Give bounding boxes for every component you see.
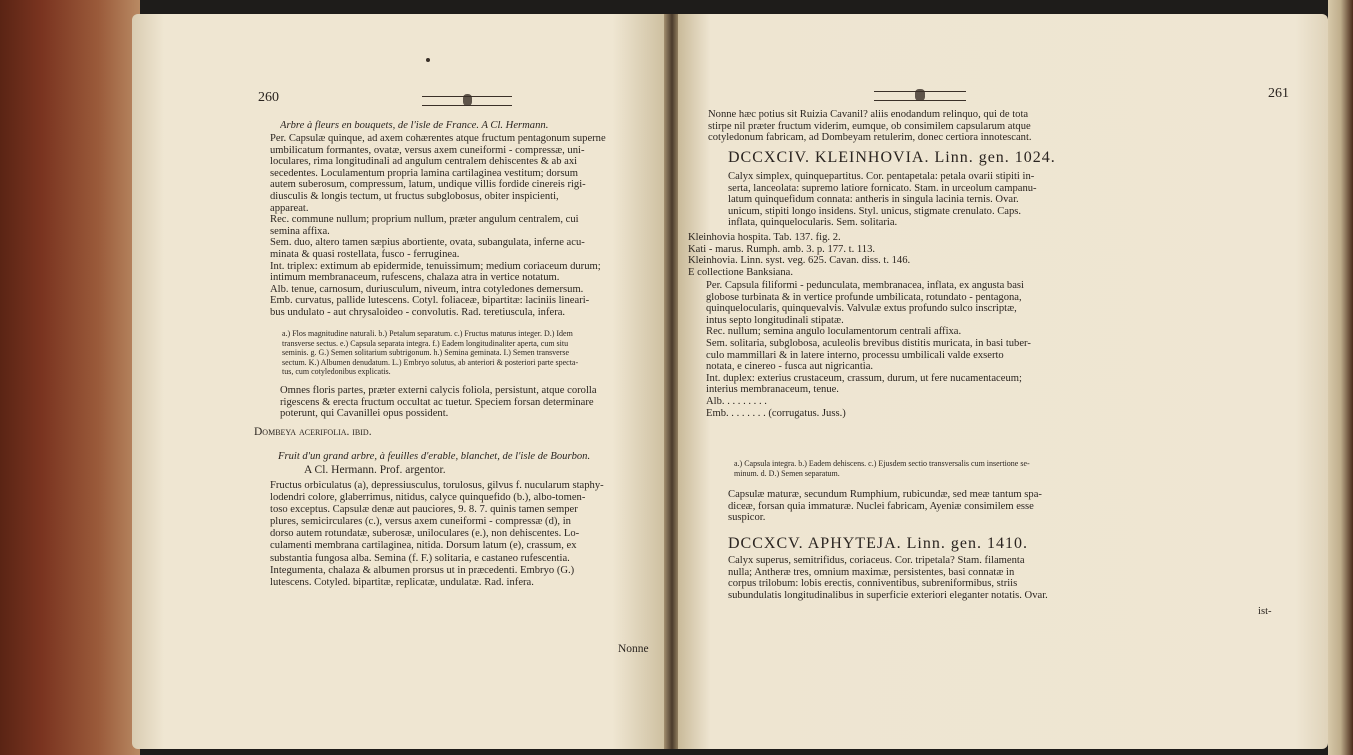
text-line: suspicor.: [728, 512, 766, 524]
text-line: Per. Capsulæ quinque, ad axem cohærentes atque fructum pentagonum superne: [270, 133, 606, 144]
text-line: rigescens & erecta fructum occultat ac tuetur. Speciem forsan determinare: [280, 396, 594, 408]
text-line: toso exceptus. Capsulæ denæ aut pauciores, 9. 8. 7. quinis tamen semper: [270, 504, 578, 516]
text-line: globose turbinata & in vertice profunde umbilicata, rotundato - pentagona,: [706, 291, 1022, 303]
text-line: notata, e cinereo - fusca aut nigricantia.: [706, 361, 874, 373]
left-page: [132, 14, 666, 749]
page-edges-left: [0, 0, 140, 755]
text-line: lodendri colore, glaberrimus, nitidus, calyce quinquefido (b.), albo-tomen-: [270, 492, 586, 504]
text-line: diceæ, forsan quia immaturæ. Nuclei fabricam, Ayeniæ consimilem esse: [728, 500, 1034, 512]
text-line: semina affixa.: [270, 225, 330, 237]
text-line: Fructus orbiculatus (a), depressiusculus, torulosus, gilvus f. nucularum staphy-: [270, 480, 604, 491]
text-line: corpus trilobum: lobis erectis, conniventibus, subreniformibus, striis: [728, 578, 1018, 590]
text-line: umbilicatum formantes, ovatæ, versus axem cuneiformi - compressæ, uni-: [270, 144, 585, 156]
text-line: quinquelocularis, quinquevalvis. Valvulæ extus profundo sulco inscriptæ,: [706, 303, 1017, 315]
text-line: culamenti membrana cartilaginea, nitida. Dorsum latum (e), crassum, ex: [270, 540, 577, 552]
text-line: minata & quasi rostellata, fusco - ferruginea.: [270, 248, 460, 260]
paragraph-b: [280, 385, 662, 420]
text-line: Rec. commune nullum; proprium nullum, præter angulum centralem, cui: [270, 214, 579, 226]
text-line: serta, lanceolata: supremo latiore fornicato. Stam. in urceolum campanu-: [728, 182, 1037, 194]
text-line: Sem. duo, altero tamen sæpius abortiente, ovata, subangulata, inferne acu-: [270, 237, 585, 249]
text-line: Sem. solitaria, subglobosa, aculeolis brevibus distitis muricata, in basi tuber-: [706, 337, 1031, 349]
text-line: poterunt, qui Cavanillei opus possident.: [280, 408, 449, 420]
text-line: Emb. curvatus, pallide lutescens. Cotyl. foliaceæ, bipartitæ: laciniis lineari-: [270, 295, 590, 307]
species-kleinhovia: [688, 232, 1248, 278]
text-line: Kleinhovia hospita. Tab. 137. fig. 2.: [688, 232, 841, 243]
text-line: Kleinhovia. Linn. syst. veg. 625. Cavan. diss. t. 146.: [688, 255, 911, 267]
footnotes-right: [734, 459, 1254, 478]
footnote-line: minum. d. D.) Semen separatum.: [734, 468, 840, 478]
text-line: loculares, rima longitudinali ad angulum centralem dehiscentes & ab axi: [270, 156, 578, 168]
text-line: Omnes floris partes, præter externi calycis foliola, persistunt, atque corolla: [280, 385, 597, 396]
genus-aphyteja-description: [728, 555, 1273, 601]
footnote-line: a.) Capsula integra. b.) Eadem dehiscens. c.) Ejusdem sectio transversalis cum insertione se-: [734, 459, 1030, 468]
paragraph-right-b: [706, 280, 1276, 419]
page-edges-right: [1328, 0, 1353, 755]
catchword-left: Nonne: [618, 644, 649, 655]
page-number-right: 261: [1268, 86, 1289, 101]
text-line: cotyledonum fabricam, ad Dombeyam retulerim, donec certiora innotescant.: [708, 132, 1032, 144]
text-line: nulla; Antheræ tres, omnium maximæ, persistentes, basi connatæ in: [728, 566, 1015, 578]
header-line: Arbre à fleurs en bouquets, de l'isle de France. A Cl. Hermann.: [280, 120, 549, 131]
ornament-left: [422, 96, 512, 106]
text-line: culo mammillari & in latere interno, processu umbilicali valde exserto: [706, 349, 1004, 361]
text-line: Kati - marus. Rumph. amb. 3. p. 177. t. 113.: [688, 243, 876, 255]
text-line: Calyx simplex, quinquepartitus. Cor. pentapetala: petala ovarii stipiti in-: [728, 171, 1035, 182]
paragraph-c: [270, 480, 664, 589]
footnote-line: a.) Flos magnitudine naturali. b.) Petalum separatum. c.) Fructus maturus integer. D.) Idem: [282, 329, 573, 338]
text-line: latum quinquefidum connata: antheris in singula lacinia ternis. Ovar.: [728, 194, 1019, 206]
text-line: appareat.: [270, 202, 309, 214]
text-line: diusculis & longis tectum, ut fructus subglobosus, obiter inspicienti,: [270, 190, 559, 202]
text-line: lutescens. Cotyled. bipartitæ, replicatæ, undulatæ. Rad. infera.: [270, 576, 534, 588]
footnote-line: seminis. g. G.) Semen solitarium subtrigonum. h.) Semina geminata. I.) Semen transverse: [282, 348, 570, 357]
genus-kleinhovia-description: [728, 171, 1273, 229]
text-line: Int. triplex: extimum ab epidermide, tenuissimum; medium coriaceum durum;: [270, 260, 601, 272]
printer-mark: [426, 58, 430, 62]
text-line: intimum membranaceum, rufescens, chalaza atra in vertice notatum.: [270, 272, 560, 284]
footnotes-left: [282, 329, 662, 377]
text-line: stirpe nil præter fructum viderim, eumque, ob consimilem capsularum atque: [708, 120, 1031, 132]
text-line: Calyx superus, semitrifidus, coriaceus. Cor. tripetala? Stam. filamenta: [728, 555, 1025, 566]
footnote-line: tus, cum cotyledonibus explicatis.: [282, 367, 391, 376]
dombeya-authority: A Cl. Hermann. Prof. argentor.: [304, 465, 446, 476]
text-line: Rec. nullum; semina angulo loculamentorum centrali affixa.: [706, 326, 962, 338]
text-line: Per. Capsula filiformi - pedunculata, membranacea, inflata, ex angusta basi: [706, 280, 1024, 291]
text-line: Nonne hæc potius sit Ruizia Cavanil? aliis enodandum relinquo, qui de tota: [708, 109, 1029, 120]
dombeya-subtitle: Fruit d'un grand arbre, à feuilles d'erable, blanchet, de l'isle de Bourbon.: [278, 451, 591, 462]
page-number-left: 260: [258, 90, 279, 105]
text-line: dorso autem rotundatæ, suberosæ, uniloculares (e.), non dehiscentes. Lo-: [270, 528, 580, 540]
text-line: secedentes. Loculamentum propria lamina cartilaginea vestitum; dorsum: [270, 167, 578, 179]
paragraph-right-a: [708, 109, 1268, 144]
genus-kleinhovia-heading: DCCXCIV. KLEINHOVIA. Linn. gen. 1024.: [728, 149, 1056, 166]
paragraph-right-c: [728, 489, 1273, 524]
paragraph-a: [270, 133, 662, 319]
text-line: unicum, stipiti longo insidens. Styl. unicus, stigmate crenulato. Caps.: [728, 205, 1022, 217]
genus-aphyteja-heading: DCCXCV. APHYTEJA. Linn. gen. 1410.: [728, 535, 1028, 552]
text-line: autem suberosum, compressum, latum, undique villis fordide cinereis rigi-: [270, 179, 586, 191]
text-line: Integumenta, chalaza & albumen prorsus ut in præcedenti. Embryo (G.): [270, 564, 575, 576]
footnote-line: sectum. K.) Albumen denudatum. L.) Embryo solutus, ab anteriori & posteriori parte specta-: [282, 357, 579, 367]
text-line: Capsulæ maturæ, secundum Rumphium, rubicundæ, sed meæ tantum spa-: [728, 489, 1042, 500]
text-line: bus undulato - aut chrysaloideo - convolutis. Rad. teretiuscula, infera.: [270, 306, 566, 318]
text-line: subundulatis longitudinalibus in superficie exteriori eleganter notatis. Ovar.: [728, 589, 1048, 601]
text-line: Alb. . . . . . . . .: [706, 395, 767, 407]
right-page: [678, 14, 1328, 749]
text-line: Emb. . . . . . . . (corrugatus. Juss.): [706, 407, 846, 419]
text-line: substantia fungosa alba. Semina (f. F.) solitaria, e castaneo rufescentia.: [270, 552, 570, 564]
dombeya-title: Dombeya acerifolia. ibid.: [254, 427, 372, 438]
text-line: E collectione Banksiana.: [688, 266, 794, 278]
text-line: inflata, quinquelocularis. Sem. solitaria.: [728, 217, 898, 229]
footnote-line: transverse sectus. e.) Capsula separata integra. f.) Eadem longitudinaliter aperta, cum situ: [282, 338, 569, 348]
text-line: Int. duplex: exterius crustaceum, crassum, durum, ut fere nucamentaceum;: [706, 372, 1022, 384]
catchword-right: ist-: [1258, 606, 1272, 617]
text-line: interius membranaceum, tenue.: [706, 384, 839, 396]
text-line: intus septo longitudinali stipatæ.: [706, 314, 844, 326]
text-line: plures, semicirculares (c.), versus axem cuneiformi - compressæ (d), in: [270, 516, 571, 528]
text-line: Alb. tenue, carnosum, duriusculum, niveum, intra cotyledones demersum.: [270, 283, 584, 295]
ornament-right: [874, 91, 966, 101]
